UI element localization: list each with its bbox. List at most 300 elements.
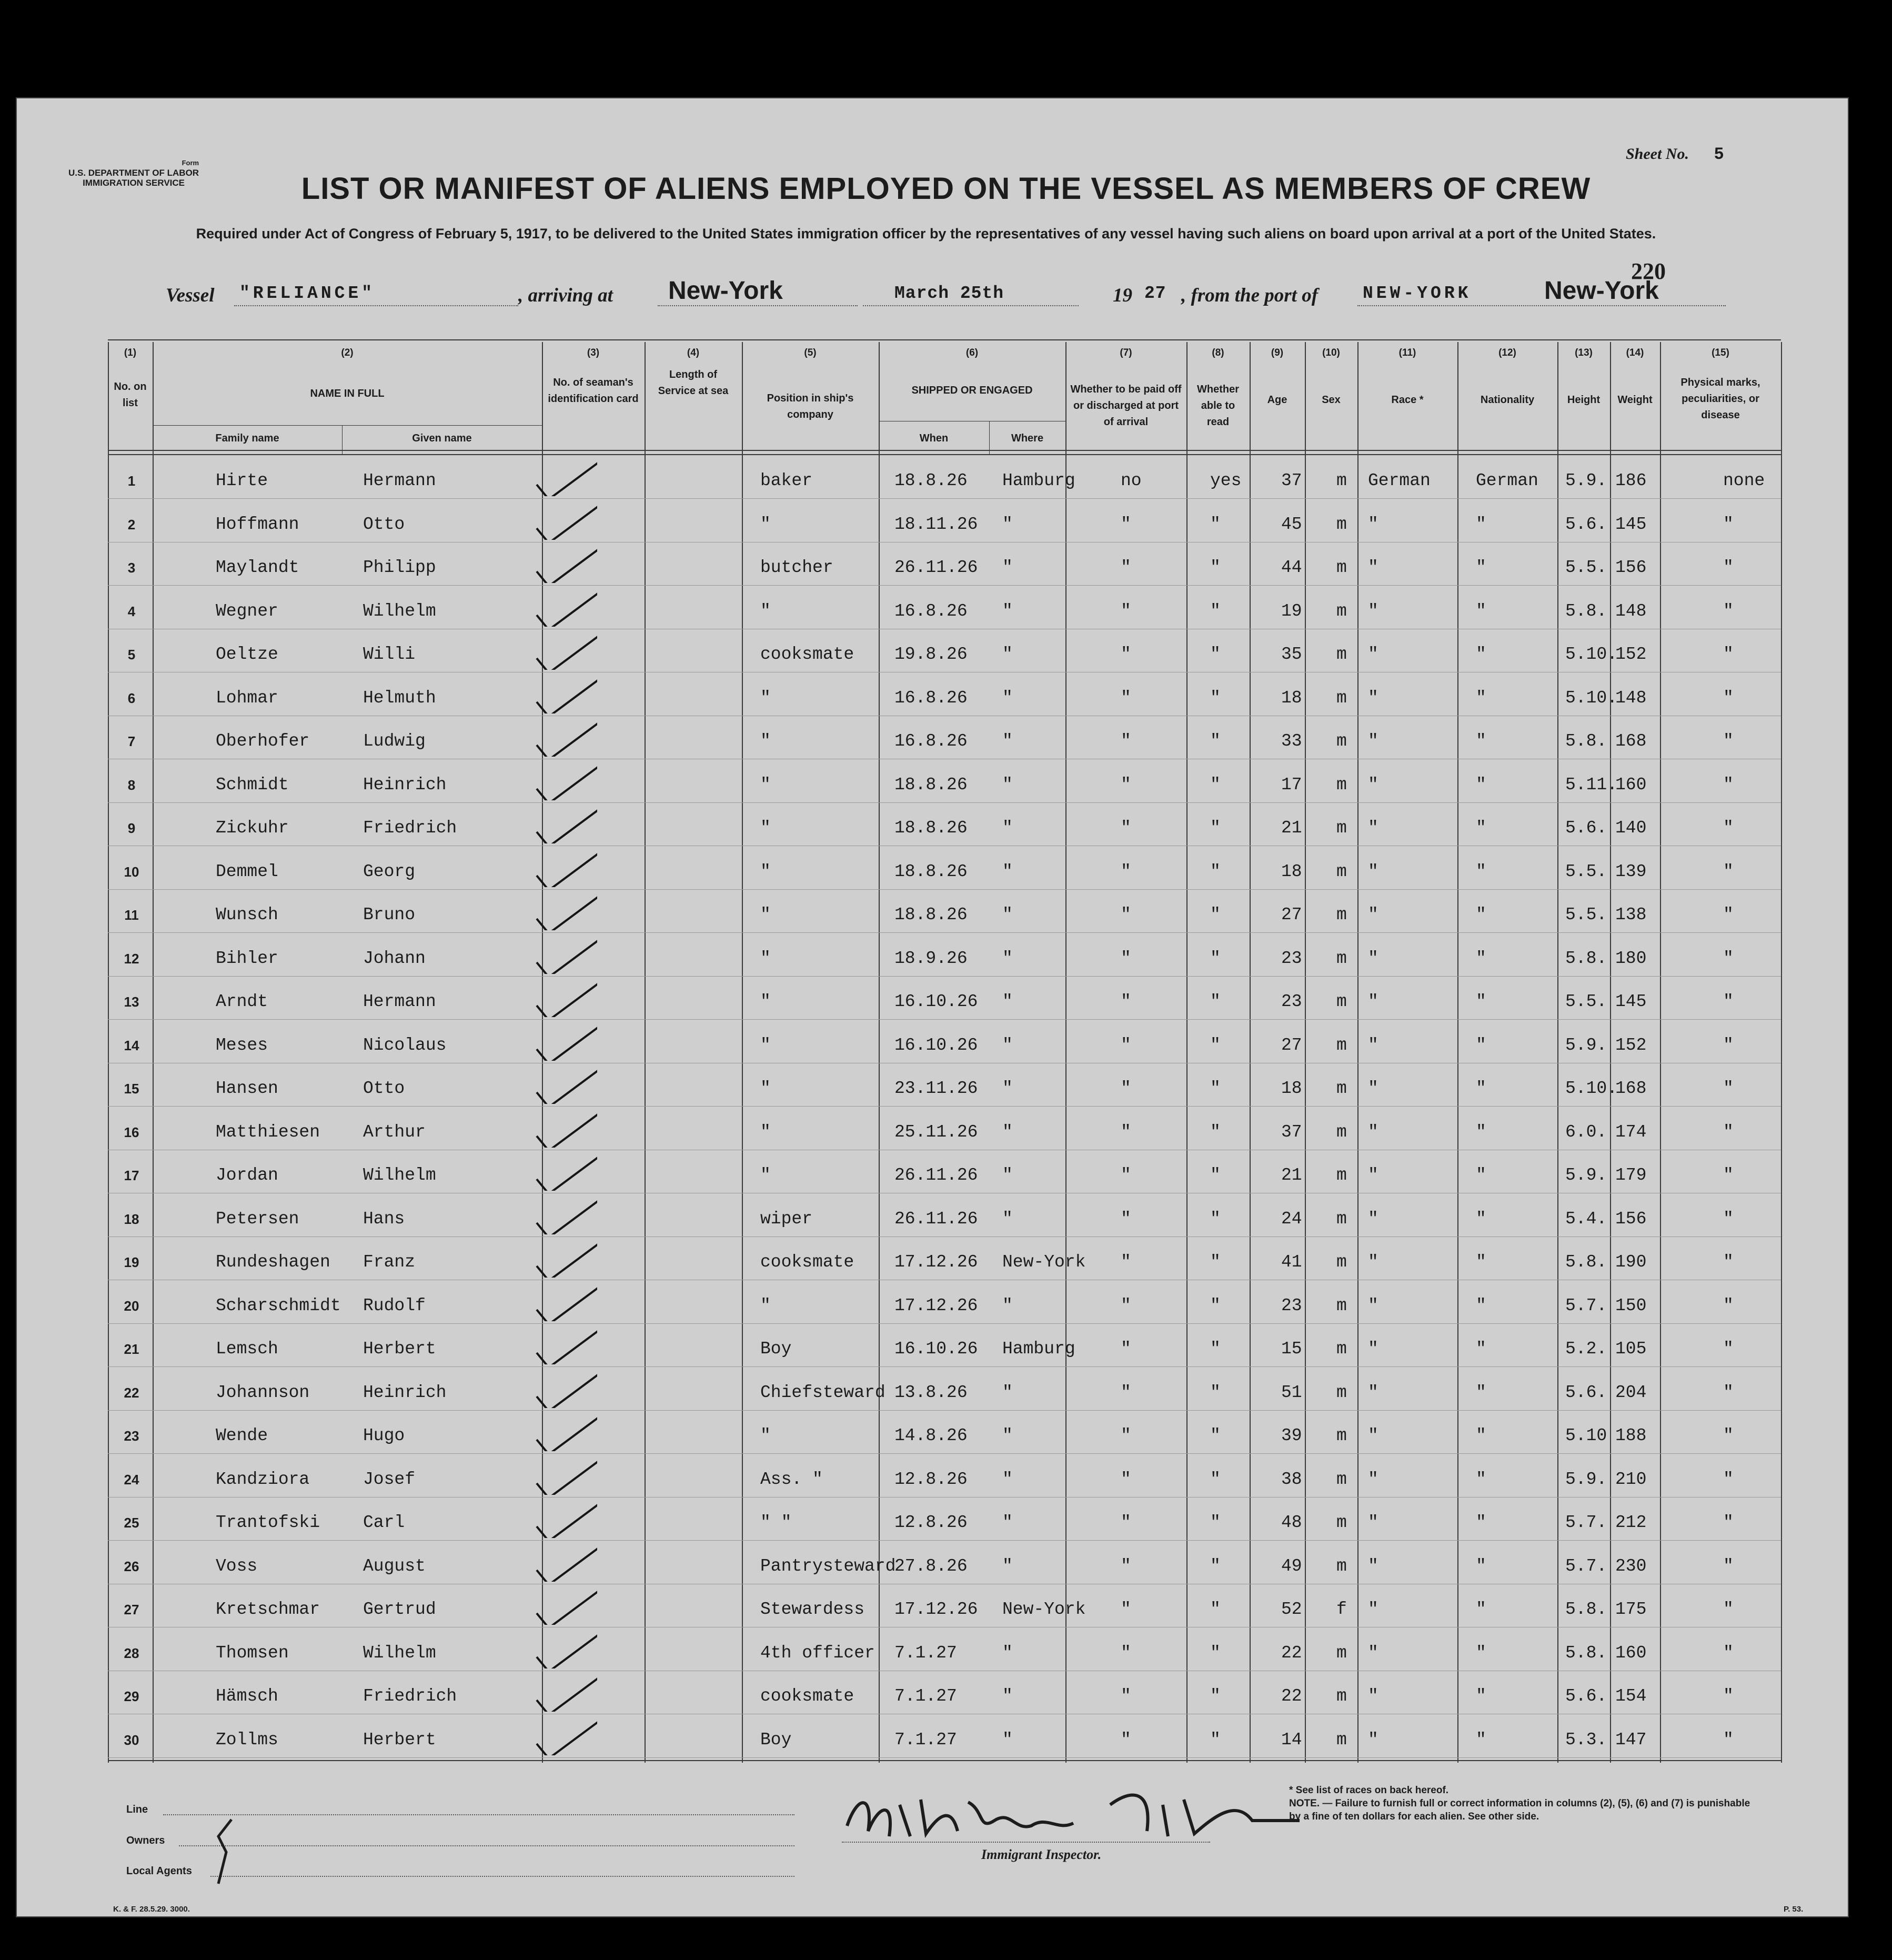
col-number: (2) bbox=[341, 347, 354, 358]
check-mark-icon bbox=[534, 937, 597, 974]
paid-off: " bbox=[1121, 1165, 1131, 1185]
nationality: " bbox=[1476, 775, 1486, 795]
height: 5.7. bbox=[1565, 1513, 1607, 1532]
position: " bbox=[760, 1122, 771, 1142]
weight: 168 bbox=[1615, 731, 1647, 751]
shipped-where: " bbox=[1002, 1686, 1013, 1706]
row-number: 25 bbox=[124, 1515, 139, 1531]
weight: 160 bbox=[1615, 775, 1647, 795]
able-to-read: " bbox=[1210, 1382, 1221, 1402]
weight: 174 bbox=[1615, 1122, 1647, 1142]
vessel-line bbox=[147, 276, 1726, 308]
weight: 147 bbox=[1615, 1730, 1647, 1750]
paid-off: " bbox=[1121, 775, 1131, 795]
inspector-signature bbox=[837, 1773, 1310, 1852]
position: Pantrysteward bbox=[760, 1556, 896, 1576]
race: " bbox=[1368, 992, 1378, 1011]
check-mark-icon bbox=[534, 893, 597, 930]
weight: 204 bbox=[1615, 1382, 1647, 1402]
shipped-where: " bbox=[1002, 1469, 1013, 1489]
position: Chiefsteward bbox=[760, 1382, 885, 1402]
row-number: 27 bbox=[124, 1602, 139, 1617]
age: 44 bbox=[1281, 558, 1302, 577]
paid-off: " bbox=[1121, 948, 1131, 968]
check-mark-icon bbox=[534, 1371, 597, 1408]
col-number: (7) bbox=[1120, 347, 1132, 358]
col-number: (6) bbox=[965, 347, 979, 358]
position: " bbox=[760, 818, 771, 838]
family-name: Jordan bbox=[216, 1165, 278, 1185]
header-age: Age bbox=[1267, 394, 1287, 406]
shipped-when: 16.10.26 bbox=[894, 992, 978, 1011]
table-row bbox=[0, 1643, 1892, 1675]
shipped-where: " bbox=[1002, 1209, 1013, 1229]
row-number: 12 bbox=[124, 950, 139, 967]
shipped-where: " bbox=[1002, 1035, 1013, 1055]
family-name: Rundeshagen bbox=[216, 1252, 330, 1272]
able-to-read: " bbox=[1210, 1209, 1221, 1229]
shipped-when: 7.1.27 bbox=[894, 1686, 957, 1706]
paid-off: " bbox=[1121, 1122, 1131, 1142]
shipped-when: 18.8.26 bbox=[894, 905, 968, 924]
age: 24 bbox=[1281, 1209, 1302, 1229]
position: " bbox=[760, 948, 771, 968]
sex: m bbox=[1336, 1686, 1347, 1706]
check-mark-icon bbox=[534, 1632, 597, 1668]
age: 23 bbox=[1281, 992, 1302, 1011]
table-row bbox=[0, 731, 1892, 763]
sex: m bbox=[1336, 1079, 1347, 1098]
weight: 180 bbox=[1615, 948, 1647, 968]
physical-marks: " bbox=[1723, 1643, 1734, 1663]
paid-off: " bbox=[1121, 818, 1131, 838]
check-mark-icon bbox=[534, 677, 597, 713]
shipped-where: " bbox=[1002, 1295, 1013, 1315]
race: German bbox=[1368, 471, 1431, 490]
shipped-when: 16.10.26 bbox=[894, 1339, 978, 1359]
sex: m bbox=[1336, 775, 1347, 795]
able-to-read: yes bbox=[1210, 471, 1242, 490]
physical-marks: " bbox=[1723, 645, 1734, 664]
shipped-where: " bbox=[1002, 1079, 1013, 1098]
row-number: 6 bbox=[127, 690, 136, 706]
sex: m bbox=[1336, 1339, 1347, 1359]
weight: 154 bbox=[1615, 1686, 1647, 1706]
check-mark-icon bbox=[534, 1458, 597, 1495]
row-number: 19 bbox=[124, 1254, 139, 1270]
line-label: Line bbox=[126, 1804, 148, 1815]
nationality: " bbox=[1476, 1165, 1486, 1185]
paid-off: " bbox=[1121, 1469, 1131, 1489]
age: 14 bbox=[1281, 1730, 1302, 1750]
physical-marks: " bbox=[1723, 601, 1734, 621]
shipped-when: 26.11.26 bbox=[894, 1209, 978, 1229]
shipped-where: " bbox=[1002, 1513, 1013, 1532]
shipped-when: 16.8.26 bbox=[894, 601, 968, 621]
race: " bbox=[1368, 1122, 1378, 1142]
from-label: , from the port of bbox=[1181, 285, 1319, 306]
sex: m bbox=[1336, 1209, 1347, 1229]
weight: 150 bbox=[1615, 1295, 1647, 1315]
height: 5.10. bbox=[1565, 1079, 1618, 1098]
height: 5.7. bbox=[1565, 1295, 1607, 1315]
page-code: P. 53. bbox=[1784, 1905, 1804, 1914]
able-to-read: " bbox=[1210, 1513, 1221, 1532]
position: baker bbox=[760, 471, 813, 490]
physical-marks: " bbox=[1723, 948, 1734, 968]
check-mark-icon bbox=[534, 1414, 597, 1451]
shipped-where: " bbox=[1002, 775, 1013, 795]
race: " bbox=[1368, 1686, 1378, 1706]
position: butcher bbox=[760, 558, 833, 577]
table-row bbox=[0, 601, 1892, 633]
table-row bbox=[0, 1296, 1892, 1328]
paid-off: " bbox=[1121, 1339, 1131, 1359]
paid-off: " bbox=[1121, 861, 1131, 881]
able-to-read: " bbox=[1210, 514, 1221, 534]
table-row bbox=[0, 471, 1892, 502]
check-mark-icon bbox=[534, 459, 597, 496]
check-mark-icon bbox=[534, 590, 597, 627]
nationality: " bbox=[1476, 558, 1486, 577]
sex: m bbox=[1336, 905, 1347, 924]
physical-marks: " bbox=[1723, 861, 1734, 881]
shipped-where: New-York bbox=[1002, 1252, 1086, 1272]
able-to-read: " bbox=[1210, 775, 1221, 795]
shipped-when: 16.10.26 bbox=[894, 1035, 978, 1055]
page-title: LIST OR MANIFEST OF ALIENS EMPLOYED ON THE VESSEL AS MEMBERS OF CREW bbox=[301, 172, 1591, 206]
height: 5.9. bbox=[1565, 471, 1607, 490]
position: Boy bbox=[760, 1730, 792, 1750]
arriving-label: , arriving at bbox=[518, 285, 613, 306]
nationality: " bbox=[1476, 1686, 1486, 1706]
row-number: 17 bbox=[124, 1168, 139, 1183]
header-paid-off: Whether to be paid off or discharged at port of arrival bbox=[1070, 384, 1182, 428]
check-mark-icon bbox=[534, 1718, 597, 1755]
given-name: Heinrich bbox=[363, 775, 447, 795]
given-name: Otto bbox=[363, 514, 405, 534]
header-no: No. on list bbox=[114, 381, 147, 409]
paid-off: " bbox=[1121, 645, 1131, 664]
shipped-where: " bbox=[1002, 905, 1013, 924]
able-to-read: " bbox=[1210, 1643, 1221, 1663]
age: 35 bbox=[1281, 645, 1302, 664]
able-to-read: " bbox=[1210, 1426, 1221, 1445]
shipped-where: " bbox=[1002, 861, 1013, 881]
nationality: " bbox=[1476, 1382, 1486, 1402]
sex: m bbox=[1336, 514, 1347, 534]
paid-off: " bbox=[1121, 731, 1131, 751]
paid-off: " bbox=[1121, 558, 1131, 577]
col-number: (1) bbox=[124, 347, 137, 358]
given-name: Arthur bbox=[363, 1122, 426, 1142]
nationality: " bbox=[1476, 1730, 1486, 1750]
race: " bbox=[1368, 905, 1378, 924]
given-name: Otto bbox=[363, 1079, 405, 1098]
sheet-label: Sheet No. bbox=[1626, 145, 1689, 163]
weight: 105 bbox=[1615, 1339, 1647, 1359]
height: 5.6. bbox=[1565, 818, 1607, 838]
able-to-read: " bbox=[1210, 1165, 1221, 1185]
row-number: 22 bbox=[124, 1384, 139, 1401]
able-to-read: " bbox=[1210, 1600, 1221, 1619]
race: " bbox=[1368, 1209, 1378, 1229]
age: 37 bbox=[1281, 471, 1302, 490]
table-row bbox=[0, 818, 1892, 850]
header-height: Height bbox=[1567, 394, 1601, 406]
given-name: Wilhelm bbox=[363, 1643, 436, 1663]
height: 5.8. bbox=[1565, 1643, 1607, 1663]
shipped-where: " bbox=[1002, 645, 1013, 664]
nationality: " bbox=[1476, 1556, 1486, 1576]
family-name: Thomsen bbox=[216, 1643, 289, 1663]
race: " bbox=[1368, 558, 1378, 577]
family-name: Voss bbox=[216, 1556, 258, 1576]
race: " bbox=[1368, 1165, 1378, 1185]
height: 5.10. bbox=[1565, 688, 1618, 708]
given-name: Hermann bbox=[363, 992, 436, 1011]
check-mark-icon bbox=[534, 1154, 597, 1191]
nationality: " bbox=[1476, 992, 1486, 1011]
family-name: Wunsch bbox=[216, 905, 278, 924]
check-mark-icon bbox=[534, 850, 597, 887]
family-name: Johannson bbox=[216, 1382, 310, 1402]
position: " bbox=[760, 514, 771, 534]
check-mark-icon bbox=[534, 1501, 597, 1538]
shipped-where: " bbox=[1002, 558, 1013, 577]
given-name: Herbert bbox=[363, 1339, 436, 1359]
race: " bbox=[1368, 775, 1378, 795]
position: 4th officer bbox=[760, 1643, 875, 1663]
nationality: " bbox=[1476, 818, 1486, 838]
row-number: 16 bbox=[124, 1124, 139, 1140]
age: 17 bbox=[1281, 775, 1302, 795]
able-to-read: " bbox=[1210, 1730, 1221, 1750]
col-number: (9) bbox=[1271, 347, 1284, 358]
physical-marks: " bbox=[1723, 1339, 1734, 1359]
shipped-when: 27.8.26 bbox=[894, 1556, 968, 1576]
paid-off: " bbox=[1121, 992, 1131, 1011]
year-prefix: 19 bbox=[1113, 285, 1132, 306]
col-number: (10) bbox=[1322, 347, 1340, 358]
footer-note bbox=[1289, 1784, 1763, 1823]
age: 15 bbox=[1281, 1339, 1302, 1359]
shipped-where: " bbox=[1002, 1165, 1013, 1185]
age: 27 bbox=[1281, 1035, 1302, 1055]
family-name: Petersen bbox=[216, 1209, 299, 1229]
family-name: Meses bbox=[216, 1035, 268, 1055]
family-name: Bihler bbox=[216, 948, 278, 968]
row-number: 3 bbox=[127, 560, 136, 576]
weight: 212 bbox=[1615, 1513, 1647, 1532]
col-number: (4) bbox=[687, 347, 700, 358]
race: " bbox=[1368, 1079, 1378, 1098]
sex: m bbox=[1336, 558, 1347, 577]
nationality: " bbox=[1476, 514, 1486, 534]
given-name: Josef bbox=[363, 1469, 416, 1489]
able-to-read: " bbox=[1210, 1295, 1221, 1315]
paid-off: no bbox=[1121, 471, 1142, 490]
sex: m bbox=[1336, 1556, 1347, 1576]
sex: m bbox=[1336, 1035, 1347, 1055]
table-row bbox=[0, 1339, 1892, 1371]
check-mark-icon bbox=[534, 1198, 597, 1234]
family-name: Scharschmidt bbox=[216, 1295, 341, 1315]
row-number: 28 bbox=[124, 1645, 139, 1661]
weight: 186 bbox=[1615, 471, 1647, 490]
given-name: Philipp bbox=[363, 558, 436, 577]
position: cooksmate bbox=[760, 645, 854, 664]
nationality: " bbox=[1476, 731, 1486, 751]
given-name: Herbert bbox=[363, 1730, 436, 1750]
age: 33 bbox=[1281, 731, 1302, 751]
physical-marks: " bbox=[1723, 1382, 1734, 1402]
family-name: Kandziora bbox=[216, 1469, 310, 1489]
sex: m bbox=[1336, 1643, 1347, 1663]
header-position: Position in ship's company bbox=[767, 393, 854, 420]
given-name: Franz bbox=[363, 1252, 416, 1272]
shipped-when: 12.8.26 bbox=[894, 1469, 968, 1489]
check-mark-icon bbox=[534, 1545, 597, 1582]
header-nationality: Nationality bbox=[1480, 394, 1535, 406]
table-row bbox=[0, 775, 1892, 807]
family-name: Lohmar bbox=[216, 688, 278, 708]
weight: 188 bbox=[1615, 1426, 1647, 1445]
height: 5.9. bbox=[1565, 1165, 1607, 1185]
position: " " bbox=[760, 1513, 792, 1532]
able-to-read: " bbox=[1210, 601, 1221, 621]
col-number: (13) bbox=[1575, 347, 1593, 358]
able-to-read: " bbox=[1210, 1079, 1221, 1098]
paid-off: " bbox=[1121, 688, 1131, 708]
race: " bbox=[1368, 1600, 1378, 1619]
race: " bbox=[1368, 1252, 1378, 1272]
given-name: Willi bbox=[363, 645, 416, 664]
table-row bbox=[0, 992, 1892, 1023]
family-name: Wende bbox=[216, 1426, 268, 1445]
vessel-label: Vessel bbox=[166, 285, 215, 306]
table-row bbox=[0, 1209, 1892, 1241]
nationality: " bbox=[1476, 1600, 1486, 1619]
height: 5.5. bbox=[1565, 992, 1607, 1011]
family-name: Oberhofer bbox=[216, 731, 310, 751]
race: " bbox=[1368, 1035, 1378, 1055]
family-name: Zickuhr bbox=[216, 818, 289, 838]
physical-marks: " bbox=[1723, 1730, 1734, 1750]
shipped-when: 25.11.26 bbox=[894, 1122, 978, 1142]
nationality: " bbox=[1476, 948, 1486, 968]
check-mark-icon bbox=[534, 633, 597, 670]
physical-marks: " bbox=[1723, 558, 1734, 577]
age: 38 bbox=[1281, 1469, 1302, 1489]
check-mark-icon bbox=[534, 980, 597, 1017]
row-number: 9 bbox=[127, 820, 136, 836]
owners-bracket-mark bbox=[208, 1815, 239, 1889]
age: 18 bbox=[1281, 688, 1302, 708]
paid-off: " bbox=[1121, 1252, 1131, 1272]
weight: 152 bbox=[1615, 645, 1647, 664]
height: 5.3. bbox=[1565, 1730, 1607, 1750]
weight: 139 bbox=[1615, 861, 1647, 881]
arrival-date: March 25th bbox=[894, 284, 1004, 303]
check-mark-icon bbox=[534, 1328, 597, 1364]
row-number: 29 bbox=[124, 1688, 139, 1704]
height: 5.10. bbox=[1565, 645, 1618, 664]
shipped-when: 18.9.26 bbox=[894, 948, 968, 968]
given-name: Hugo bbox=[363, 1426, 405, 1445]
given-name: Friedrich bbox=[363, 1686, 457, 1706]
position: " bbox=[760, 1165, 771, 1185]
weight: 210 bbox=[1615, 1469, 1647, 1489]
given-name: Hermann bbox=[363, 471, 436, 490]
physical-marks: " bbox=[1723, 1686, 1734, 1706]
race: " bbox=[1368, 1730, 1378, 1750]
race: " bbox=[1368, 1643, 1378, 1663]
form-label: Form bbox=[182, 159, 199, 167]
col-number: (11) bbox=[1398, 347, 1416, 358]
age: 23 bbox=[1281, 948, 1302, 968]
row-number: 26 bbox=[124, 1558, 139, 1574]
vessel-value: "RELIANCE" bbox=[239, 284, 376, 303]
shipped-where: " bbox=[1002, 948, 1013, 968]
age: 37 bbox=[1281, 1122, 1302, 1142]
shipped-when: 18.8.26 bbox=[894, 775, 968, 795]
physical-marks: " bbox=[1723, 1556, 1734, 1576]
shipped-when: 17.12.26 bbox=[894, 1600, 978, 1619]
race: " bbox=[1368, 1556, 1378, 1576]
nationality: " bbox=[1476, 645, 1486, 664]
given-name: Johann bbox=[363, 948, 426, 968]
physical-marks: " bbox=[1723, 1209, 1734, 1229]
inspector-label: Immigrant Inspector. bbox=[981, 1847, 1102, 1862]
sex: m bbox=[1336, 1513, 1347, 1532]
age: 18 bbox=[1281, 1079, 1302, 1098]
age: 19 bbox=[1281, 601, 1302, 621]
table-row bbox=[0, 558, 1892, 589]
shipped-when: 18.11.26 bbox=[894, 514, 978, 534]
position: " bbox=[760, 1426, 771, 1445]
sex: m bbox=[1336, 731, 1347, 751]
row-number: 15 bbox=[124, 1081, 139, 1097]
sex: m bbox=[1336, 1469, 1347, 1489]
check-mark-icon bbox=[534, 1067, 597, 1104]
physical-marks: " bbox=[1723, 1165, 1734, 1185]
height: 5.6. bbox=[1565, 1686, 1607, 1706]
nationality: " bbox=[1476, 1252, 1486, 1272]
nationality: " bbox=[1476, 601, 1486, 621]
paid-off: " bbox=[1121, 1295, 1131, 1315]
position: " bbox=[760, 688, 771, 708]
physical-marks: " bbox=[1723, 905, 1734, 924]
nationality: " bbox=[1476, 1122, 1486, 1142]
department-label: U.S. DEPARTMENT OF LABOR bbox=[68, 168, 199, 178]
shipped-when: 7.1.27 bbox=[894, 1643, 957, 1663]
weight: 179 bbox=[1615, 1165, 1647, 1185]
shipped-where: " bbox=[1002, 1556, 1013, 1576]
race: " bbox=[1368, 1513, 1378, 1532]
nationality: " bbox=[1476, 1035, 1486, 1055]
height: 5.8. bbox=[1565, 731, 1607, 751]
weight: 148 bbox=[1615, 688, 1647, 708]
from-hand: New-York bbox=[1544, 277, 1659, 305]
shipped-where: New-York bbox=[1002, 1600, 1086, 1619]
check-mark-icon bbox=[534, 1241, 597, 1278]
position: Boy bbox=[760, 1339, 792, 1359]
shipped-where: Hamburg bbox=[1002, 471, 1075, 490]
position: " bbox=[760, 601, 771, 621]
able-to-read: " bbox=[1210, 861, 1221, 881]
header-weight: Weight bbox=[1617, 394, 1653, 406]
